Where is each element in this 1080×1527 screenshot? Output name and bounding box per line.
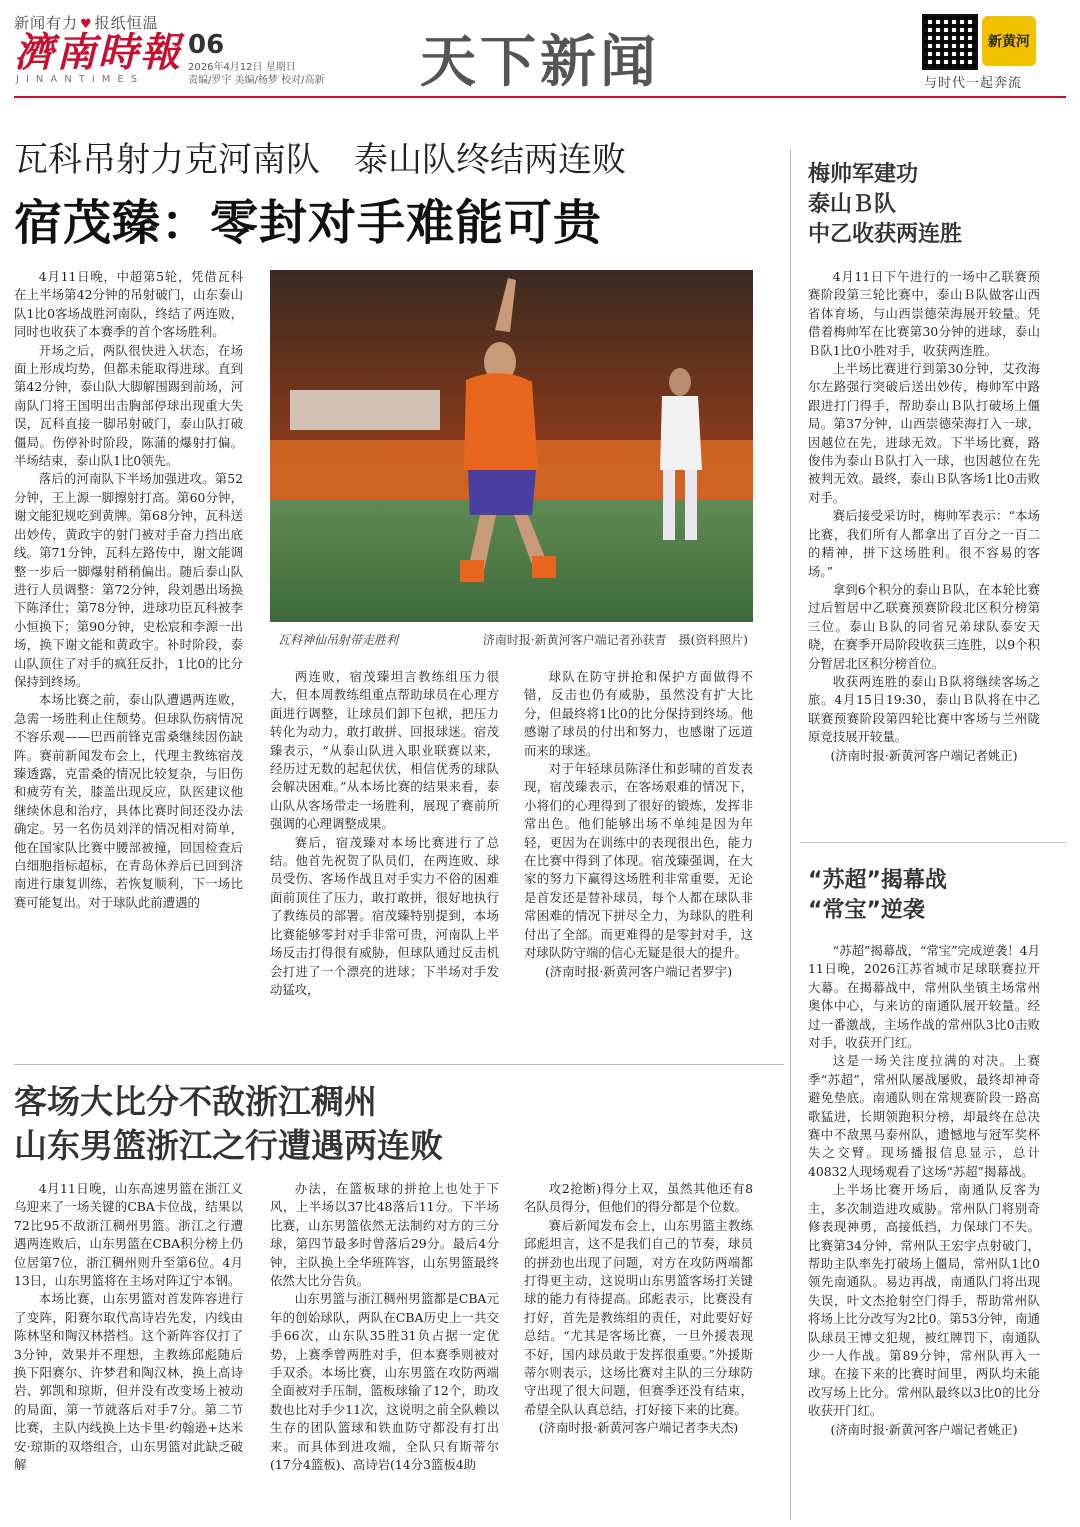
paragraph: 上半场比赛开场后，南通队反客为主，多次制造进攻威胁。常州队门将别奇修表现神勇，高接低挡，力保球门不失。比赛第34分钟，常州队王宏宇点射破门，帮助主队率先打破场上僵局，常州队1比0领先南通队。易边再战，南通队门将出现失误，叶文杰抢射空门得手，帮助常州队将场上比分改写为2比0。第53分钟，南通队球员王博文犯规，被红牌罚下，南通队少一人作战。第89分钟，常州队再入一球。在接下来的比赛时间里，两队均未能改写场上比分。常州队最终以3比0的比分收获开门红。 — [808, 1182, 1040, 1419]
sidebar2-headline: “苏超”揭幕战 “常宝”逆袭 — [808, 868, 947, 923]
page-number: 06 — [188, 30, 225, 60]
paragraph: 收获两连胜的泰山Ｂ队将继续客场之旅。4月15日19:30，泰山Ｂ队将在中乙联赛预赛阶段第四轮比赛中客场与兰州陇原竞技展开较量。 — [808, 673, 1040, 745]
paragraph: 球队在防守拼抢和保护方面做得不错，反击也仍有威胁，虽然没有扩大比分，但最终将1比0的比分保持到终场。他感谢了球员的付出和努力，也感谢了远道而来的球迷。 — [524, 669, 753, 758]
sidebar-divider — [790, 150, 791, 1520]
issue-date: 2026年4月12日 星期日 — [188, 62, 296, 73]
editors-line: 责编/罗宇 美编/杨梦 校对/高新 — [188, 75, 325, 86]
masthead-divider — [14, 96, 1066, 98]
paragraph: 开场之后，两队很快进入状态，在场面上形成均势，但都未能取得进球。直到第42分钟，泰山队大脚解围踢到前场，河南队门将王国明出击胸部停球出现重大失误，瓦科直接一脚吊射破门，泰山队打破僵局。伤停补时阶段，陈蒲的爆射打偏。半场结束，泰山队1比0领先。 — [14, 342, 243, 469]
paragraph: 4月11日下午进行的一场中乙联赛预赛阶段第三轮比赛中，泰山Ｂ队做客山西省体育场，与山西崇德荣海展开较量。凭借着梅帅军在比赛第30分钟的进球，泰山Ｂ队1比0小胜对手，收获两连胜。 — [808, 269, 1040, 358]
section-title: 天下新闻 — [420, 30, 660, 95]
photo-credit: 济南时报·新黄河客户端记者孙获青 摄(资料照片) — [482, 633, 748, 647]
sidebar-divider-horizontal — [800, 842, 1066, 843]
sidebar2-credit: (济南时报·新黄河客户端记者姚正) — [830, 1421, 1018, 1437]
article2-column-2 — [270, 1180, 499, 1520]
article1-photo — [270, 270, 753, 622]
sidebar1-body — [808, 268, 1040, 828]
article2-headline — [14, 1080, 774, 1168]
brand-slogan: 与时代一起奔流 — [924, 76, 1023, 91]
article2-credit: (济南时报·新黄河客户端记者李夫杰) — [538, 1420, 739, 1436]
article1-column-2 — [270, 668, 499, 1050]
article1-credit: (济南时报·新黄河客户端记者罗宇) — [544, 963, 733, 979]
qr-code-icon[interactable] — [922, 14, 978, 70]
paragraph: 办法，在篮板球的拼抢上也处于下风，上半场以37比48落后11分。下半场比赛，山东男篮依然无法制约对方的三分球，第四节最多时曾落后29分。最后4分钟，主队换上全华班阵容，山东男篮最终依然大比分告负。 — [270, 1181, 499, 1289]
sidebar2-body — [808, 942, 1040, 1520]
paragraph: 4月11日晚，中超第5轮，凭借瓦科在上半场第42分钟的吊射破门，山东泰山队1比0客场战胜河南队，终结了两连败，同时也收获了本赛季的首个客场胜利。 — [14, 269, 243, 340]
sidebar1-headline: 梅帅军建功 泰山Ｂ队 中乙收获两连胜 — [808, 162, 963, 247]
paragraph: 上半场比赛进行到第30分钟，艾孜海尔左路强行突破后送出妙传，梅帅军中路跟进打门得手，帮助泰山Ｂ队打破场上僵局。第37分钟，山西崇德荣海打入一球，因越位在先，进球无效。下半场比赛，路俊伟为泰山Ｂ队打入一球，也因越位在先被判无效。最终，泰山Ｂ队客场1比0击败对手。 — [808, 361, 1040, 505]
photo-caption-title: 瓦科神仙吊射带走胜利 — [278, 633, 399, 647]
newspaper-logo-english: JINANTIMES — [16, 74, 145, 85]
article1-column-1 — [14, 268, 243, 1050]
dateline — [188, 61, 324, 87]
paragraph: 拿到6个积分的泰山Ｂ队，在本轮比赛过后暂居中乙联赛预赛阶段北区积分榜第三位。泰山Ｂ队的同省兄弟球队泰安天晓，在赛季开局阶段收获三连胜，以9个积分暂居北区积分榜首位。 — [808, 581, 1040, 671]
brand-logo: 新黄河 — [982, 16, 1036, 66]
heart-icon: ♥ — [80, 17, 93, 32]
newspaper-logo: 濟南時報 — [14, 29, 182, 76]
paragraph: 这是一场关注度拉满的对决。上赛季“苏超”，常州队屡战屡败，最终却神奇避免垫底。南通队则在常规赛阶段一路高歌猛进，长期领跑积分榜，却最终在总决赛中不敌黑马泰州队，遗憾地与冠军奖杯失之交臂。现场播报信息显示，总计40832人现场观看了这场“苏超”揭幕战。 — [808, 1053, 1040, 1179]
paragraph: 赛后，宿茂臻对本场比赛进行了总结。他首先祝贺了队员们，在两连败、球员受伤、客场作战且对手实力不俗的困难面前顶住了压力，敢打敢拼，很好地执行了教练员的部署。宿茂臻特别提到，本场比赛能够零封对手非常可贵，河南队上半场反击打得很有威胁，但球队通过反击机会打进了一个漂亮的进球；下半场对手发动猛攻， — [270, 834, 499, 997]
article2-headline-line2: 山东男篮浙江之行遭遇两连败 — [14, 1126, 443, 1165]
paragraph: 两连败，宿茂臻坦言教练组压力很大，但本周教练组重点帮助球员在心理方面进行调整，让球员们卸下包袱，把压力转化为动力，敢打敢拼、回报球迷。宿茂臻表示，“从泰山队进入职业联赛以来，经历过无数的起起伏伏，相信优秀的球队会解决困难。”从本场比赛的结果来看，泰山队从客场带走一场胜利，展现了赛前所强调的心理调整成果。 — [270, 669, 499, 832]
paragraph: “苏超”揭幕战，“常宝”完成逆袭！4月11日晚，2026江苏省城市足球联赛拉开大幕。在揭幕战中，常州队坐镇主场常州奥体中心，与来访的南通队展开较量。经过一番激战，主场作战的常州队3比0击败对手，收获开门红。 — [808, 943, 1040, 1051]
masthead-slogan: 新闻有力 ♥ 报纸恒温 — [14, 14, 159, 32]
paragraph: 山东男篮与浙江稠州男篮都是CBA元年的创始球队，两队在CBA历史上一共交手66次，山东队35胜31负占据一定优势，上赛季曾两胜对手，但本赛季则被对手双杀。本场比赛，山东男篮在攻防两端全面被对手压制，篮板球输了12个，助攻数也比对手少11次，这说明之前全队赖以生存的团队篮球和铁血防守都没有打出来。而具体到进攻端，全队只有斯蒂尔(17分4篮板)、高诗岩(14分3篮板4助 — [270, 1291, 499, 1473]
photo-caption — [278, 631, 748, 648]
article-divider — [14, 1064, 784, 1065]
article2-headline-line1: 客场大比分不敌浙江稠州 — [14, 1082, 377, 1121]
article1-headline: 宿茂臻：零封对手难能可贵 — [14, 195, 603, 251]
sidebar1-credit: (济南时报·新黄河客户端记者姚正) — [830, 747, 1018, 763]
paragraph: 4月11日晚，山东高速男篮在浙江义乌迎来了一场关键的CBA卡位战，结果以72比95不敌浙江稠州男篮。浙江之行遭遇两连败后，山东男篮在CBA积分榜上仍位居第7位，浙江稠州则升至第6位。4月13日，山东男篮将在主场对阵辽宁本钢。 — [14, 1181, 243, 1289]
paragraph: 赛后接受采访时，梅帅军表示：“本场比赛，我们所有人都拿出了百分之一百二的精神，拼下这场胜利。很不容易的客场。” — [808, 508, 1040, 579]
paragraph: 对于年轻球员陈泽仕和彭啸的首发表现，宿茂臻表示，在客场艰难的情况下，小将们的心理得到了很好的锻炼，发挥非常出色。他们能够出场不单纯是因为年轻，更因为在训练中的表现很出色，能力在比赛中得到了体现。宿茂臻强调，在大家的努力下赢得这场胜利非常重要，无论是首发还是替补球员，每个人都在球队非常困难的情况下拼尽全力，为球队的胜利付出了全部。而更难得的是零封对手，这对球队防守端的信心无疑是很大的提升。 — [524, 761, 753, 961]
paragraph: 本场比赛，山东男篮对首发阵容进行了变阵，阳赛尔取代高诗岩先发，内线由陈林坚和陶汉林搭档。这个新阵容仅打了3分钟，效果并不理想，主教练邱彪随后换下阳赛尔、许梦君和陶汉林，换上高诗岩、郭凯和琼斯，但并没有改变场上被动的局面，第一节就落后对手7分。第二节比赛，主队内线换上达卡里·约翰逊+达米安·琼斯的双塔组合，山东男篮对此缺乏破解 — [14, 1291, 243, 1473]
paragraph: 赛后新闻发布会上，山东男篮主教练邱彪坦言，这不是我们自己的节奏，球员的拼劲也出现了问题，对方在攻防两端都打得更主动，这说明山东男篮客场打关键球的能力有待提高。邱彪表示，比赛没有打好，首先是教练组的责任，对此要好好总结。“尤其是客场比赛，一旦外援表现不好，国内球员敢于发挥很重要。”外援斯蒂尔则表示，这场比赛对主队的三分球防守出现了很大问题，但赛季还没有结束，希望全队认真总结，打好接下来的比赛。 — [524, 1217, 753, 1417]
article1-column-3 — [524, 668, 753, 1050]
paragraph: 攻2抢断)得分上双，虽然其他还有8名队员得分，但他们的得分都是个位数。 — [524, 1181, 753, 1215]
article2-column-1 — [14, 1180, 243, 1520]
paragraph: 本场比赛之前，泰山队遭遇两连败，急需一场胜利止住颓势。但球队伤病情况不容乐观——巴西前锋克雷桑继续因伤缺阵。赛前新闻发布会上，代理主教练宿茂臻透露，克雷桑的情况比较复杂，与旧伤和疲劳有关，膝盖出现反应，队医建议他继续休息和治疗，具体比赛时间还没办法确定。另一名伤员刘洋的情况相对简单，他在国家队比赛中腰部被撞，回国检查后白细胞指标超标，在青岛休养后已回到济南进行康复训练，若恢复顺利，下一场比赛可能复出。对于球队此前遭遇的 — [14, 692, 243, 910]
article1-kicker: 瓦科吊射力克河南队 泰山队终结两连败 — [14, 140, 626, 180]
paragraph: 落后的河南队下半场加强进攻。第52分钟，王上源一脚擦射打高。第60分钟，谢文能犯规吃到黄牌。第68分钟，瓦科送出妙传，黄政宇的射门被对手奋力挡出底线。第71分钟，瓦科左路传中，谢文能调整一步后一脚爆射稍稍偏出。随后泰山队进行人员调整：第72分钟，段刘愚出场换下陈泽仕；第78分钟，进球功臣瓦科被李小恒换下；第90分钟，史松宸和李源一出场，换下谢文能和黄政宇。补时阶段，泰山队顶住了对手的疯狂反扑，1比0的比分保持到终场。 — [14, 471, 243, 689]
article2-column-3 — [524, 1180, 753, 1520]
